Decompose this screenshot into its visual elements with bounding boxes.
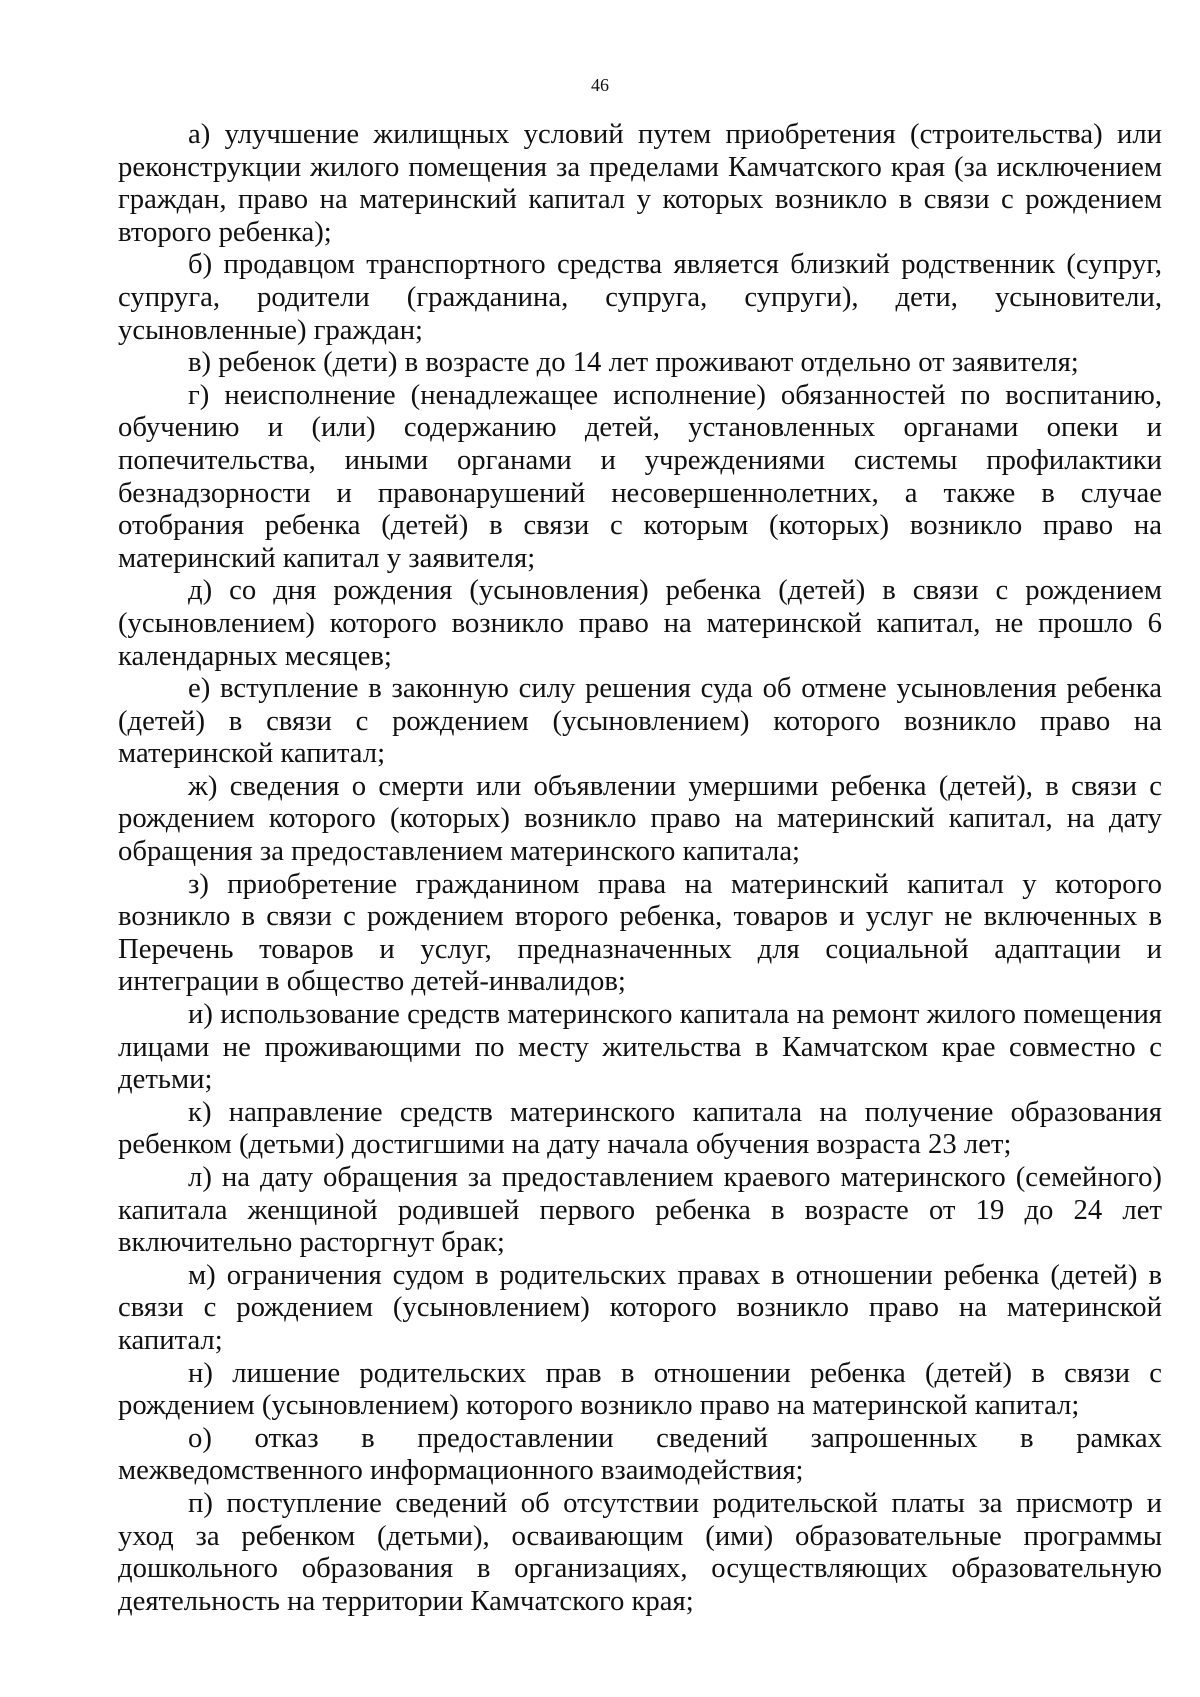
paragraph-g: г) неисполнение (ненадлежащее исполнение) обязанностей по воспитанию, обучению и (или) содержанию детей, установленных органами опеки и попечительства, иными органами и учреждениями системы профилактики безнадзорности и правонарушений несовершеннолетних, а также в случае отобрания ребенка (детей) в связи с которым (которых) возникло право на материнский капитал у заявителя; xyxy=(118,378,1162,574)
paragraph-z: з) приобретение гражданином права на материнский капитал у которого возникло в связи с рождением второго ребенка, товаров и услуг не включенных в Перечень товаров и услуг, предназначенных для социальной адаптации и интеграции в общество детей-инвалидов; xyxy=(118,867,1162,998)
paragraph-b: б) продавцом транспортного средства является близкий родственник (супруг, супруга, родители (гражданина, супруга, супруги), дети, усыновители, усыновленные) граждан; xyxy=(118,248,1162,346)
paragraph-l: л) на дату обращения за предоставлением краевого материнского (семейного) капитала женщиной родившей первого ребенка в возрасте от 19 до 24 лет включительно расторгнут брак; xyxy=(118,1161,1162,1259)
paragraph-i: и) использование средств материнского капитала на ремонт жилого помещения лицами не проживающими по месту жительства в Камчатском крае совместно с детьми; xyxy=(118,998,1162,1096)
paragraph-o: о) отказ в предоставлении сведений запрошенных в рамках межведомственного информационного взаимодействия; xyxy=(118,1421,1162,1487)
paragraph-e: е) вступление в законную силу решения суда об отмене усыновления ребенка (детей) в связи с рождением (усыновлением) которого возникло право на материнской капитал; xyxy=(118,672,1162,770)
paragraph-n: н) лишение родительских прав в отношении ребенка (детей) в связи с рождением (усыновлением) которого возникло право на материнской капитал; xyxy=(118,1356,1162,1422)
paragraph-d: д) со дня рождения (усыновления) ребенка (детей) в связи с рождением (усыновлением) которого возникло право на материнской капитал, не прошло 6 календарных месяцев; xyxy=(118,574,1162,672)
page-number: 46 xyxy=(591,75,609,95)
paragraph-m: м) ограничения судом в родительских правах в отношении ребенка (детей) в связи с рождением (усыновлением) которого возникло право на материнской капитал; xyxy=(118,1258,1162,1356)
paragraph-k: к) направление средств материнского капитала на получение образования ребенком (детьми) достигшими на дату начала обучения возраста 23 лет; xyxy=(118,1095,1162,1161)
paragraph-zh: ж) сведения о смерти или объявлении умершими ребенка (детей), в связи с рождением которого (которых) возникло право на материнский капитал, на дату обращения за предоставлением материнского капитала; xyxy=(118,769,1162,868)
paragraph-v: в) ребенок (дети) в возрасте до 14 лет проживают отдельно от заявителя; xyxy=(188,346,1079,379)
paragraph-p: п) поступление сведений об отсутствии родительской платы за присмотр и уход за ребенком (детьми), осваивающим (ими) образовательные программы дошкольного образования в организациях, осуществляющих образовательную деятельность на территории Камчатского края; xyxy=(118,1486,1162,1617)
paragraph-a: а) улучшение жилищных условий путем приобретения (строительства) или реконструкции жилого помещения за пределами Камчатского края (за исключением граждан, право на материнский капитал у которых возникло в связи с рождением второго ребенка); xyxy=(118,118,1162,248)
document-body xyxy=(118,118,1162,1617)
